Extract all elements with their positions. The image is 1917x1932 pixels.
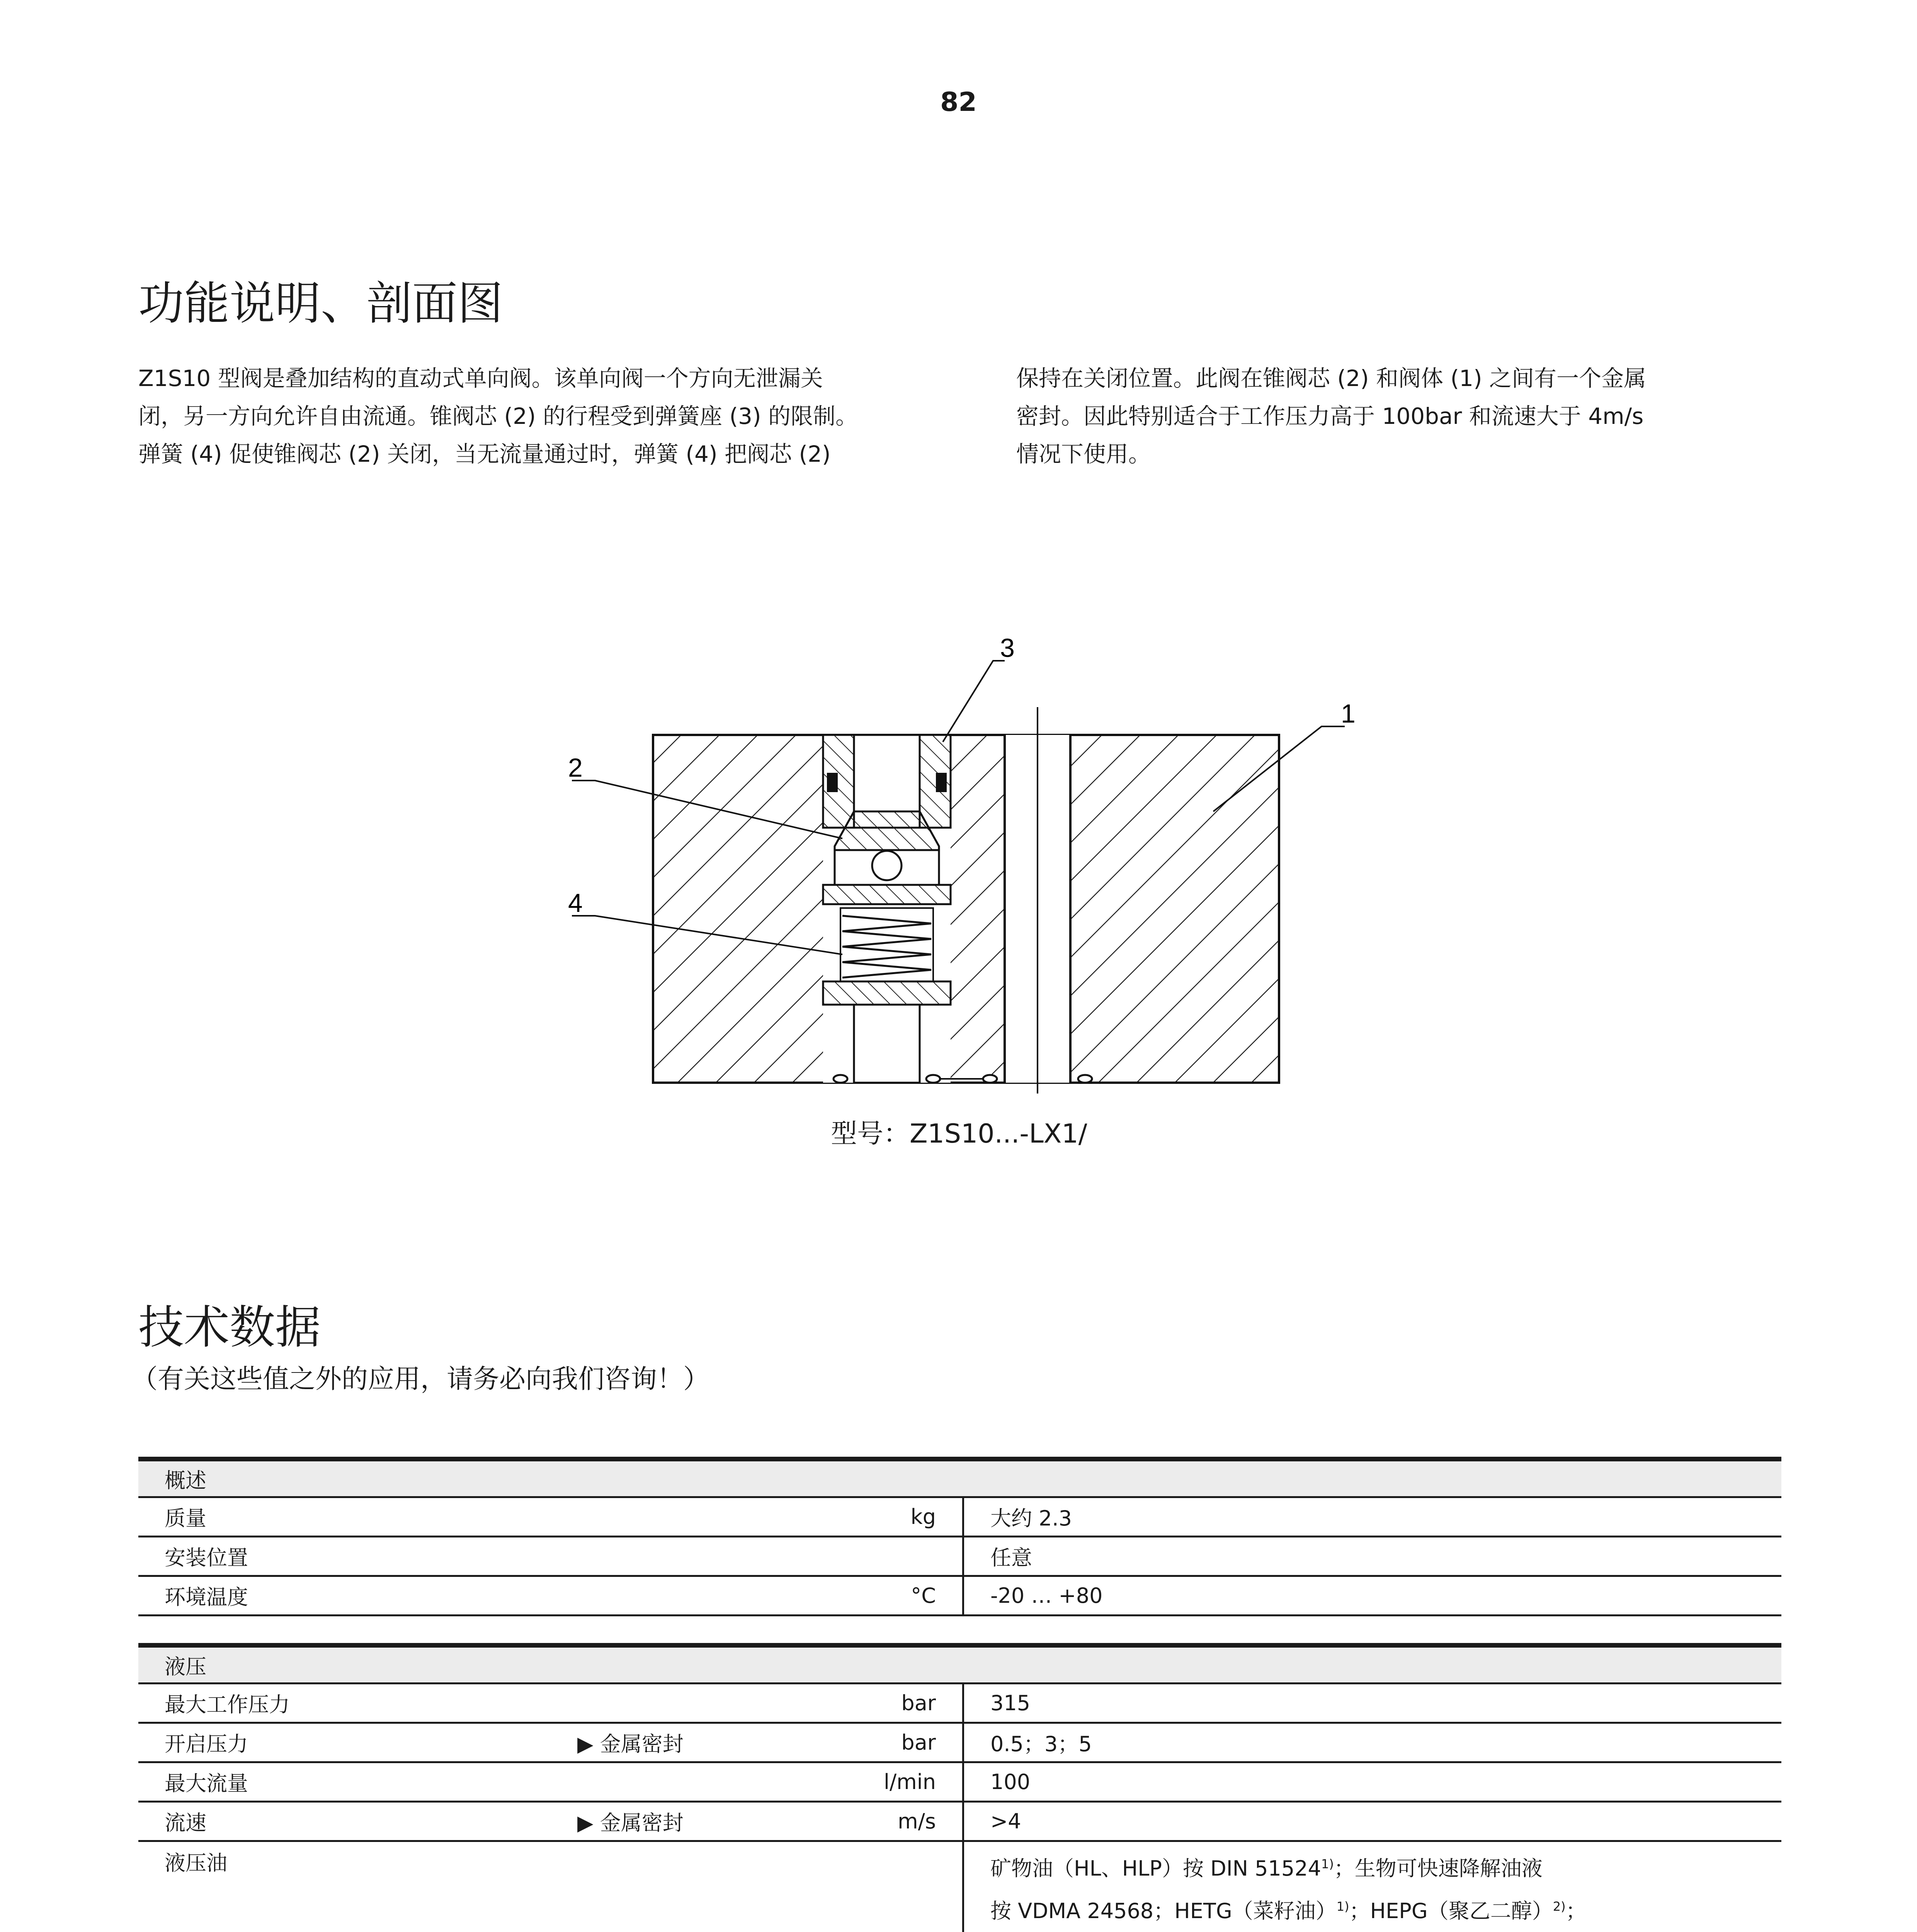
callout-4: 4	[568, 888, 583, 918]
table-header: 概述	[138, 1459, 1781, 1497]
figure-caption: 型号：Z1S10...-LX1/	[831, 1119, 1087, 1149]
table-header: 液压	[138, 1645, 1781, 1684]
spring	[823, 885, 951, 1005]
param-cell: 开启压力	[138, 1723, 551, 1762]
table-row	[138, 1802, 1781, 1841]
condition-cell	[551, 1537, 771, 1576]
section-title-technical-data: 技术数据	[138, 1301, 321, 1354]
callout-2: 2	[568, 753, 583, 782]
callout-1: 1	[1341, 699, 1356, 728]
value-cell: 任意	[963, 1537, 1782, 1576]
value-cell: >4	[963, 1802, 1782, 1841]
value-cell: 315	[963, 1684, 1782, 1723]
param-cell: 流速	[138, 1802, 551, 1841]
condition-cell	[551, 1576, 771, 1616]
param-cell: 环境温度	[138, 1576, 551, 1616]
unit-cell: °C	[771, 1576, 963, 1616]
condition-cell: ▶ 金属密封	[551, 1723, 771, 1762]
text-line: 弹簧 (4) 促使锥阀芯 (2) 关闭，当无流量通过时，弹簧 (4) 把阀芯 (2)	[138, 441, 831, 467]
general-data-table	[138, 1457, 1781, 1616]
condition-cell	[551, 1497, 771, 1537]
section-title-function: 功能说明、剖面图	[138, 277, 503, 330]
text-line: 情况下使用。	[1016, 441, 1151, 467]
param-cell: 最大流量	[138, 1762, 551, 1802]
unit-cell: bar	[771, 1723, 963, 1762]
param-cell: 最大工作压力	[138, 1684, 551, 1723]
unit-cell: m/s	[771, 1802, 963, 1841]
hydraulic-data-table	[138, 1643, 1781, 1932]
table-row	[138, 1684, 1781, 1723]
value-cell: 100	[963, 1762, 1782, 1802]
table-header-row	[138, 1459, 1781, 1497]
param-cell: 安装位置	[138, 1537, 551, 1576]
unit-cell: kg	[771, 1497, 963, 1537]
table-header-row	[138, 1645, 1781, 1684]
unit-cell	[771, 1537, 963, 1576]
page-number: 82	[940, 87, 977, 117]
valve-body	[653, 707, 1279, 1094]
table-row-hydraulic-fluid	[138, 1841, 1781, 1932]
value-cell: -20 … +80	[963, 1576, 1782, 1616]
value-cell: 矿物油（HL、HLP）按 DIN 51524$^{1)}$；生物可快速降解油液 按 VDMA 24568；HETG（菜籽油）$^{1)}$；HEPG（聚乙二醇）$^{2)}$；	[963, 1841, 1782, 1932]
consult-note: （有关这些值之外的应用，请务必向我们咨询！）	[131, 1364, 710, 1395]
text-line: 保持在关闭位置。此阀在锥阀芯 (2) 和阀体 (1) 之间有一个金属	[1016, 365, 1647, 391]
callout-3: 3	[1000, 633, 1015, 663]
condition-cell	[551, 1684, 771, 1723]
condition-cell	[551, 1762, 771, 1802]
text-line: 密封。因此特别适合于工作压力高于 100bar 和流速大于 4m/s	[1016, 403, 1644, 429]
table-row	[138, 1723, 1781, 1762]
param-cell: 液压油	[138, 1841, 551, 1932]
condition-cell: ▶ 金属密封	[551, 1802, 771, 1841]
text-line: Z1S10 型阀是叠加结构的直动式单向阀。该单向阀一个方向无泄漏关	[138, 365, 823, 391]
param-cell: 质量	[138, 1497, 551, 1537]
unit-cell: bar	[771, 1684, 963, 1723]
table-row	[138, 1497, 1781, 1537]
table-row	[138, 1576, 1781, 1616]
value-cell: 大约 2.3	[963, 1497, 1782, 1537]
table-row	[138, 1762, 1781, 1802]
unit-cell: l/min	[771, 1762, 963, 1802]
poppet	[835, 811, 939, 885]
table-row	[138, 1537, 1781, 1576]
value-cell: 0.5；3；5	[963, 1723, 1782, 1762]
text-line: 闭，另一方向允许自由流通。锥阀芯 (2) 的行程受到弹簧座 (3) 的限制。	[138, 403, 858, 429]
